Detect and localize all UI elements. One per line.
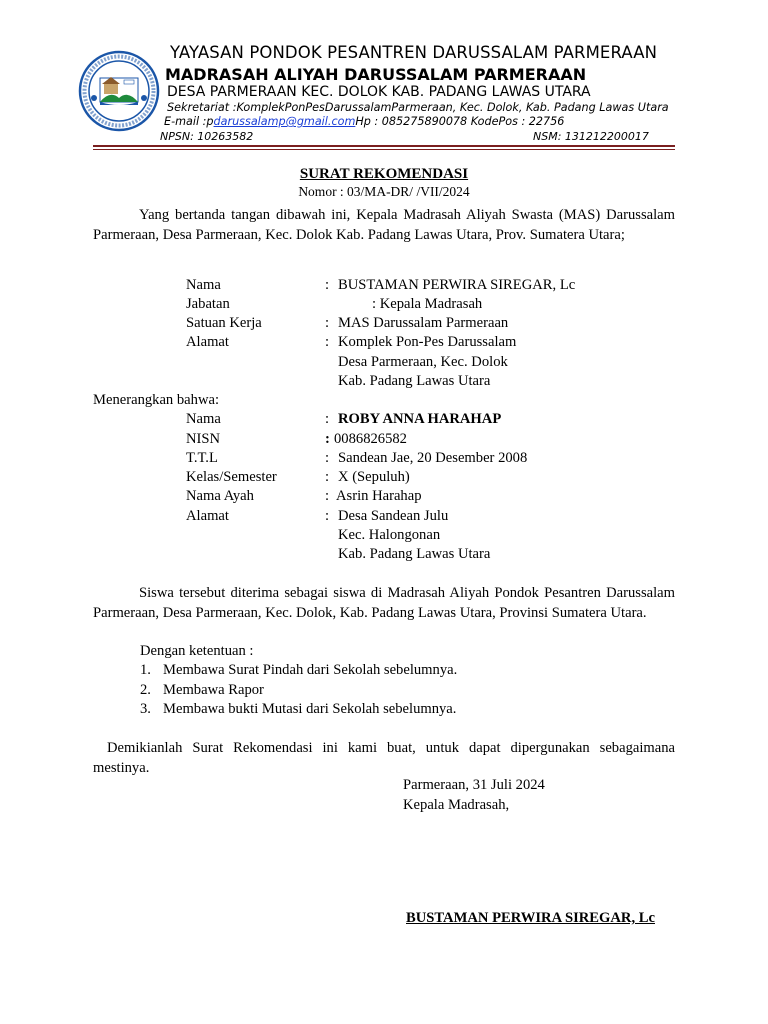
conditions-label: Dengan ketentuan : bbox=[140, 643, 254, 659]
student-father-value: Asrin Harahap bbox=[336, 488, 422, 504]
signer-name-value: BUSTAMAN PERWIRA SIREGAR, Lc bbox=[338, 277, 576, 293]
student-ttl-colon: : bbox=[325, 450, 330, 466]
signer-address-line: Kab. Padang Lawas Utara bbox=[338, 373, 491, 389]
place-date: Parmeraan, 31 Juli 2024 bbox=[403, 777, 545, 793]
npsn: NPSN: 10263582 bbox=[160, 130, 254, 143]
list-item-text: Membawa Rapor bbox=[163, 681, 264, 698]
nsm: NSM: 131212200017 bbox=[533, 130, 649, 143]
student-nisn-colon: : bbox=[325, 431, 330, 447]
student-class-label: Kelas/Semester bbox=[186, 469, 277, 485]
student-class-value: X (Sepuluh) bbox=[338, 469, 410, 485]
school-contact bbox=[164, 115, 564, 128]
student-ttl-value: Sandean Jae, 20 Desember 2008 bbox=[338, 450, 528, 466]
foundation-name: YAYASAN PONDOK PESANTREN DARUSSALAM PARMERAAN bbox=[170, 43, 658, 62]
student-nisn-value: 0086826582 bbox=[334, 431, 407, 447]
student-ttl-label: T.T.L bbox=[186, 450, 218, 466]
list-item-number: 1. bbox=[140, 662, 151, 678]
student-name-colon: : bbox=[325, 411, 330, 427]
declares-label: Menerangkan bahwa: bbox=[93, 392, 220, 408]
email-prefix: E-mail :p bbox=[164, 115, 214, 128]
signer-address-line: Komplek Pon-Pes Darussalam bbox=[338, 334, 517, 350]
student-address-line: Kab. Padang Lawas Utara bbox=[338, 546, 491, 562]
list-item-number: 3. bbox=[140, 701, 151, 717]
list-item bbox=[140, 661, 457, 681]
student-address-line: Desa Sandean Julu bbox=[338, 508, 449, 524]
signer-address-line: Desa Parmeraan, Kec. Dolok bbox=[338, 354, 508, 370]
signer-position-label: Jabatan bbox=[186, 296, 230, 312]
student-name-value: ROBY ANNA HARAHAP bbox=[338, 411, 502, 427]
school-logo bbox=[78, 50, 160, 132]
letter-number: Nomor : 03/MA-DR/ /VII/2024 bbox=[298, 184, 470, 199]
student-nisn-label: NISN bbox=[186, 431, 221, 447]
signer-address-label: Alamat bbox=[186, 334, 229, 350]
signer-name-colon: : bbox=[325, 277, 330, 293]
email-link[interactable]: darussalamp@gmail.com bbox=[213, 115, 356, 128]
school-name: MADRASAH ALIYAH DARUSSALAM PARMERAAN bbox=[165, 65, 587, 84]
signer-unit-colon: : bbox=[325, 315, 330, 331]
list-item-text: Membawa bukti Mutasi dari Sekolah sebelumnya. bbox=[163, 701, 457, 717]
list-item bbox=[140, 700, 457, 720]
student-name-label: Nama bbox=[186, 411, 221, 427]
student-address-colon: : bbox=[325, 508, 330, 524]
list-item bbox=[140, 681, 457, 701]
letter-title: SURAT REKOMENDASI bbox=[299, 166, 469, 182]
closing-paragraph: Demikianlah Surat Rekomendasi ini kami buat, untuk dapat dipergunakan sebagaimana mestinya. bbox=[93, 740, 675, 776]
accepted-paragraph: Siswa tersebut diterima sebagai siswa di Madrasah Aliyah Pondok Pesantren Darussalam Parmeraan, Desa Parmeraan, Kec. Dolok, Kab. Padang Lawas Utara, Provinsi Sumatera Utara. bbox=[93, 585, 675, 621]
list-item-number: 2. bbox=[140, 681, 151, 698]
signer-position-value: : Kepala Madrasah bbox=[372, 296, 483, 312]
signer-address-colon: : bbox=[325, 334, 330, 350]
school-village: DESA PARMERAAN KEC. DOLOK KAB. PADANG LAWAS UTARA bbox=[167, 84, 591, 100]
signer-unit-value: MAS Darussalam Parmeraan bbox=[338, 315, 509, 331]
conditions-list bbox=[140, 661, 457, 720]
sign-position: Kepala Madrasah, bbox=[403, 797, 510, 813]
student-address-line: Kec. Halongonan bbox=[338, 527, 441, 543]
school-logo-emblem bbox=[78, 50, 160, 132]
intro-paragraph: Yang bertanda tangan dibawah ini, Kepala Madrasah Aliyah Swasta (MAS) Darussalam Parmeraan, Desa Parmeraan, Kec. Dolok Kab. Padang Lawas Utara, Prov. Sumatera Utara; bbox=[93, 207, 675, 243]
student-class-colon: : bbox=[325, 469, 330, 485]
letterhead-rule-thick bbox=[93, 145, 675, 147]
sign-name: BUSTAMAN PERWIRA SIREGAR, Lc bbox=[406, 910, 655, 926]
phone-postcode: Hp : 085275890078 KodePos : 22756 bbox=[355, 115, 565, 128]
student-address-label: Alamat bbox=[186, 508, 229, 524]
student-father-label: Nama Ayah bbox=[186, 488, 254, 504]
letterhead-rule-thin bbox=[93, 149, 675, 150]
signer-unit-label: Satuan Kerja bbox=[186, 315, 262, 331]
school-secretariat: Sekretariat :KomplekPonPesDarussalamParmeraan, Kec. Dolok, Kab. Padang Lawas Utara bbox=[167, 101, 669, 114]
list-item-text: Membawa Surat Pindah dari Sekolah sebelumnya. bbox=[163, 662, 458, 678]
signer-name-label: Nama bbox=[186, 277, 221, 293]
student-father-colon: : bbox=[325, 488, 330, 504]
